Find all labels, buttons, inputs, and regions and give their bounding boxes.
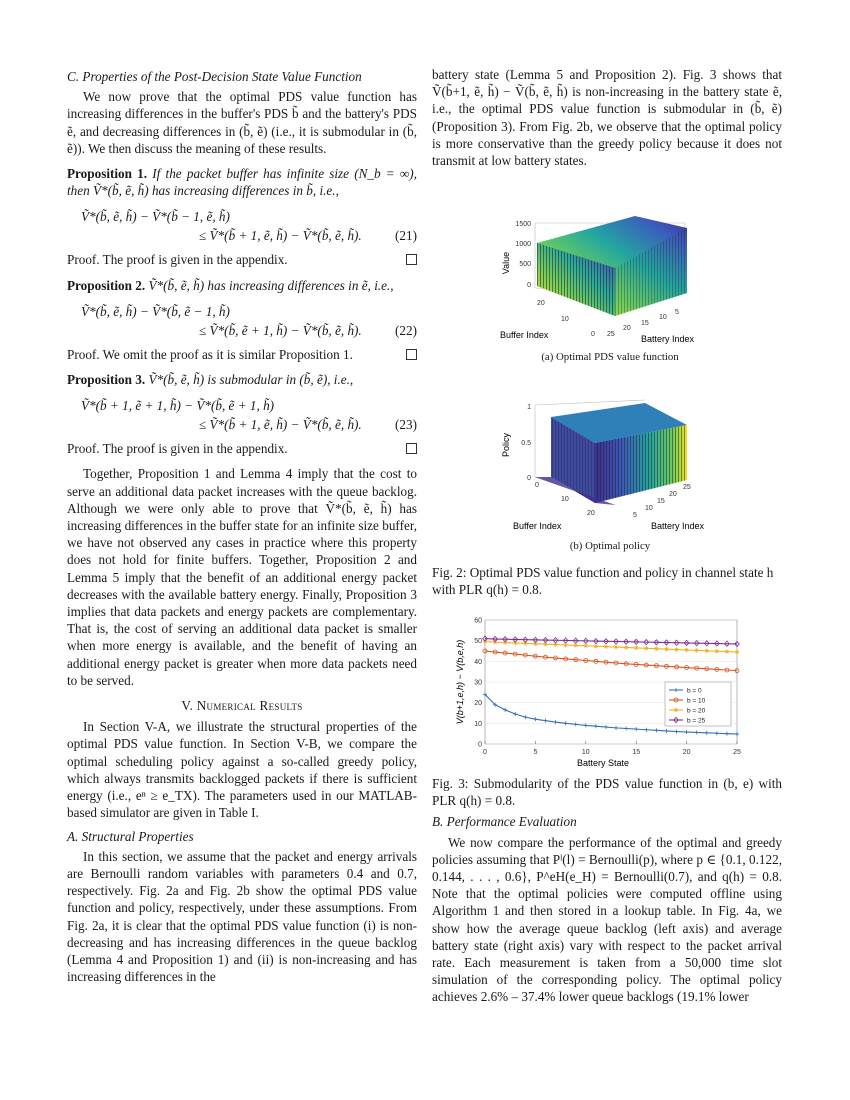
- equation-23: [81, 396, 417, 434]
- section-heading-c: C. Properties of the Post-Decision State Value Function: [67, 69, 362, 84]
- x-tick-label: 5: [533, 749, 538, 756]
- data-point: [604, 644, 608, 648]
- qed-icon: [406, 349, 417, 360]
- y-tick-label: 0: [478, 741, 482, 749]
- section-heading-a: A. Structural Properties: [67, 828, 194, 844]
- equation-line: ≤ Ṽ*(b̃ + 1, ẽ, h̃) − Ṽ*(b̃, ẽ, h̃).: [199, 228, 362, 244]
- z-tick: 0: [527, 282, 531, 289]
- figure-3-caption: Fig. 3: Submodularity of the PDS value function in (b, e) with PLR q(h) = 0.8.: [432, 776, 782, 809]
- data-point: [664, 647, 668, 651]
- value-surface-plot: [495, 208, 725, 348]
- paragraph: In Section V-A, we illustrate the structural properties of the optimal PDS value function. In Section V-B, we compare the optimal scheduling policy against a so-called greedy policy, which always transmits backlogged packets if there is sufficient energy (i.e., eⁿ ≥ e_TX). The parameters used in our MATLAB-based simulator are given in Table I.: [67, 719, 417, 821]
- proof-text: Proof. The proof is given in the appendix.: [67, 441, 288, 457]
- y-tick-label: 40: [474, 658, 482, 666]
- y-tick-label: 50: [474, 638, 482, 646]
- legend-label: b = 20: [687, 707, 706, 715]
- x-axis-label: Buffer Index: [513, 521, 562, 531]
- y-tick-label: 30: [474, 679, 482, 687]
- y-axis-label: Battery Index: [641, 334, 695, 344]
- y-axis-label: V(b+1,e,h) − V(b,e,h): [455, 639, 465, 725]
- y-tick: 15: [657, 498, 665, 505]
- legend-label: b = 0: [687, 687, 702, 695]
- subfigure-caption: (a) Optimal PDS value function: [541, 351, 679, 363]
- data-point: [715, 649, 719, 653]
- data-point: [574, 643, 578, 647]
- qed-icon: [406, 443, 417, 454]
- policy-surface-plot: [495, 395, 725, 535]
- x-axis-label: Battery State: [576, 758, 630, 768]
- y-axis-label: Battery Index: [651, 521, 705, 531]
- proposition-label: Proposition 3.: [67, 372, 146, 388]
- y-tick: 20: [623, 325, 631, 332]
- x-axis-label: Buffer Index: [500, 330, 549, 340]
- z-tick: 0.5: [521, 440, 531, 447]
- equation-line: ≤ Ṽ*(b̃, ẽ + 1, h̃) − Ṽ*(b̃, ẽ, h̃).: [199, 322, 362, 338]
- equation-21: [81, 207, 417, 245]
- right-column-bottom: [432, 775, 782, 1006]
- figure-2a: [495, 208, 725, 368]
- x-tick: 0: [535, 482, 539, 489]
- data-point: [725, 649, 729, 653]
- equation-line: ≤ Ṽ*(b̃ + 1, ẽ, h̃) − Ṽ*(b̃, ẽ, h̃).: [199, 417, 362, 433]
- paragraph: Together, Proposition 1 and Lemma 4 imply that the cost to serve an additional data packet increases with the queue backlog. Although we were only able to prove that Ṽ*(b̃, ẽ, h̃) has increasing differences in the buffer state for an infinite size buffer, we have not observed any cases in practice where this property does not hold for finite buffers. Together, Proposition 2 and Lemma 5 imply that the benefit of an additional energy packet decreases with the available battery energy. Finally, Proposition 3 implies that data packets and energy packets are complementary. That is, the cost of serving an additional data packet is smaller when more energy is available, and the benefit of having an additional energy packet is greater when more data packets need to be served.: [67, 466, 417, 688]
- equation-number: (22): [395, 322, 417, 338]
- x-tick: 0: [591, 331, 595, 338]
- proof-1: [67, 251, 417, 268]
- paragraph: battery state (Lemma 5 and Proposition 2). Fig. 3 shows that Ṽ(b̃+1, ẽ, h̃) − Ṽ(b̃, ẽ, h̃) is non-increasing in the battery state ẽ, i.e., the optimal PDS value function is submodular in (b̃, ẽ) (Proposition 3). From Fig. 2b, we observe that the optimal policy is more conservative than the greedy policy because it does not transmit at low battery states.: [432, 67, 782, 169]
- section-heading-b: B. Performance Evaluation: [432, 814, 577, 830]
- data-point: [654, 647, 658, 651]
- proposition-text: Ṽ*(b̃, ẽ, h̃) has increasing differences in ẽ, i.e.,: [148, 277, 394, 293]
- proposition-label: Proposition 1.: [67, 166, 148, 182]
- z-tick: 0: [527, 475, 531, 482]
- proposition-1: [67, 165, 417, 199]
- equation-line: Ṽ*(b̃, ẽ, h̃) − Ṽ*(b̃ − 1, ẽ, h̃): [81, 209, 230, 225]
- data-point: [634, 646, 638, 650]
- figure-2b: [495, 395, 725, 555]
- z-axis-label: Policy: [501, 432, 511, 458]
- paragraph: In this section, we assume that the packet and energy arrivals are Bernoulli random variables with parameters 0.4 and 0.7, respectively. Fig. 2a and Fig. 2b show the optimal PDS value function and policy, respectively, under these assumptions. From Fig. 2a, it is clear that the optimal PDS value function (i) is non-decreasing and has increasing differences in the queue backlog (Lemma 4 and Proposition 1) and (ii) is non-increasing and has increasing differences in the: [67, 848, 417, 985]
- proposition-2: [67, 277, 417, 294]
- equation-line: Ṽ*(b̃, ẽ, h̃) − Ṽ*(b̃, ẽ − 1, h̃): [81, 303, 230, 319]
- x-tick: 10: [561, 316, 569, 323]
- figure-2-caption: Fig. 2: Optimal PDS value function and policy in channel state h with PLR q(h) = 0.8.: [432, 565, 774, 598]
- data-point: [644, 646, 648, 650]
- section-heading-v: V. Numerical Results: [181, 698, 303, 714]
- y-tick: 5: [633, 512, 637, 519]
- equation-number: (23): [395, 417, 417, 433]
- data-point: [684, 648, 688, 652]
- legend-label: b = 10: [687, 697, 706, 705]
- proof-2: [67, 346, 417, 363]
- z-axis-label: Value: [501, 251, 511, 275]
- proposition-text: Ṽ*(b̃, ẽ, h̃) is submodular in (b̃, ẽ), i.e.,: [148, 372, 354, 388]
- x-tick-label: 25: [733, 749, 741, 756]
- figure-3: [453, 612, 753, 772]
- z-tick: 500: [519, 261, 531, 268]
- data-point: [513, 641, 517, 645]
- data-point: [503, 640, 507, 644]
- paragraph: We now prove that the optimal PDS value function has increasing differences in the buffer's PDS b̃ and the battery's PDS ẽ, and decreasing differences in (b̃, ẽ) (i.e., it is submodular in (b̃, ẽ)). We then discuss the meaning of these results.: [67, 89, 417, 156]
- data-point: [584, 644, 588, 648]
- data-point: [674, 647, 678, 651]
- x-tick: 20: [587, 510, 595, 517]
- z-tick: 1000: [515, 241, 531, 248]
- proof-3: [67, 440, 417, 457]
- left-column: [67, 66, 417, 985]
- z-tick: 1500: [515, 221, 531, 228]
- data-point: [624, 645, 628, 649]
- y-tick-label: 20: [474, 700, 482, 708]
- y-tick: 25: [683, 484, 691, 491]
- y-tick-label: 10: [474, 720, 482, 728]
- data-point: [694, 648, 698, 652]
- y-tick: 25: [607, 331, 615, 338]
- z-tick: 1: [527, 404, 531, 411]
- equation-line: Ṽ*(b̃ + 1, ẽ + 1, h̃) − Ṽ*(b̃, ẽ + 1, h̃): [81, 398, 275, 414]
- proposition-text: If the packet buffer has infinite size (N_b = ∞), then Ṽ*(b̃, ẽ, h̃) has increasing differences in b̃, i.e.,: [67, 166, 417, 199]
- data-point: [705, 649, 709, 653]
- x-tick: 10: [561, 496, 569, 503]
- line-chart: [453, 612, 753, 772]
- y-tick-label: 60: [474, 617, 482, 625]
- y-tick: 20: [669, 491, 677, 498]
- x-tick: 20: [537, 300, 545, 307]
- y-tick: 10: [645, 505, 653, 512]
- right-column-top: [432, 66, 782, 169]
- y-tick: 15: [641, 320, 649, 327]
- legend-label: b = 25: [687, 717, 706, 725]
- equation-number: (21): [395, 228, 417, 244]
- data-point: [594, 644, 598, 648]
- y-tick: 10: [659, 314, 667, 321]
- proof-text: Proof. The proof is given in the appendix.: [67, 252, 288, 268]
- data-point: [674, 708, 678, 712]
- proposition-3: [67, 371, 417, 388]
- proof-text: Proof. We omit the proof as it is similar Proposition 1.: [67, 346, 353, 362]
- x-tick-label: 20: [682, 749, 691, 756]
- subfigure-caption: (b) Optimal policy: [569, 540, 651, 552]
- equation-22: [81, 302, 417, 340]
- paragraph: We now compare the performance of the optimal and greedy policies assuming that Pˡ(l) = Bernoulli(p), where p ∈ {0.1, 0.122, 0.144, . . . , 0.6}, P^eH(e_H) = Bernoulli(0.7), and q(h) = 0.8. Note that the optimal policies were computed offline using Algorithm 1 and then stored in a lookup table. In Fig. 4a, we show how the average queue backlog (left axis) and average battery state (right axis) vary with respect to the packet arrival rate. Each measurement is taken from a 50,000 time slot simulation of the corresponding policy. The optimal policy achieves 2.6% – 37.4% lower queue backlogs (19.1% lower: [432, 834, 782, 1005]
- data-point: [614, 645, 618, 649]
- x-tick-label: 0: [483, 749, 487, 756]
- x-tick-label: 15: [632, 749, 641, 756]
- data-point: [735, 650, 739, 654]
- proposition-label: Proposition 2.: [67, 277, 146, 293]
- qed-icon: [406, 254, 417, 265]
- x-tick-label: 10: [581, 749, 590, 756]
- y-tick: 5: [675, 309, 679, 316]
